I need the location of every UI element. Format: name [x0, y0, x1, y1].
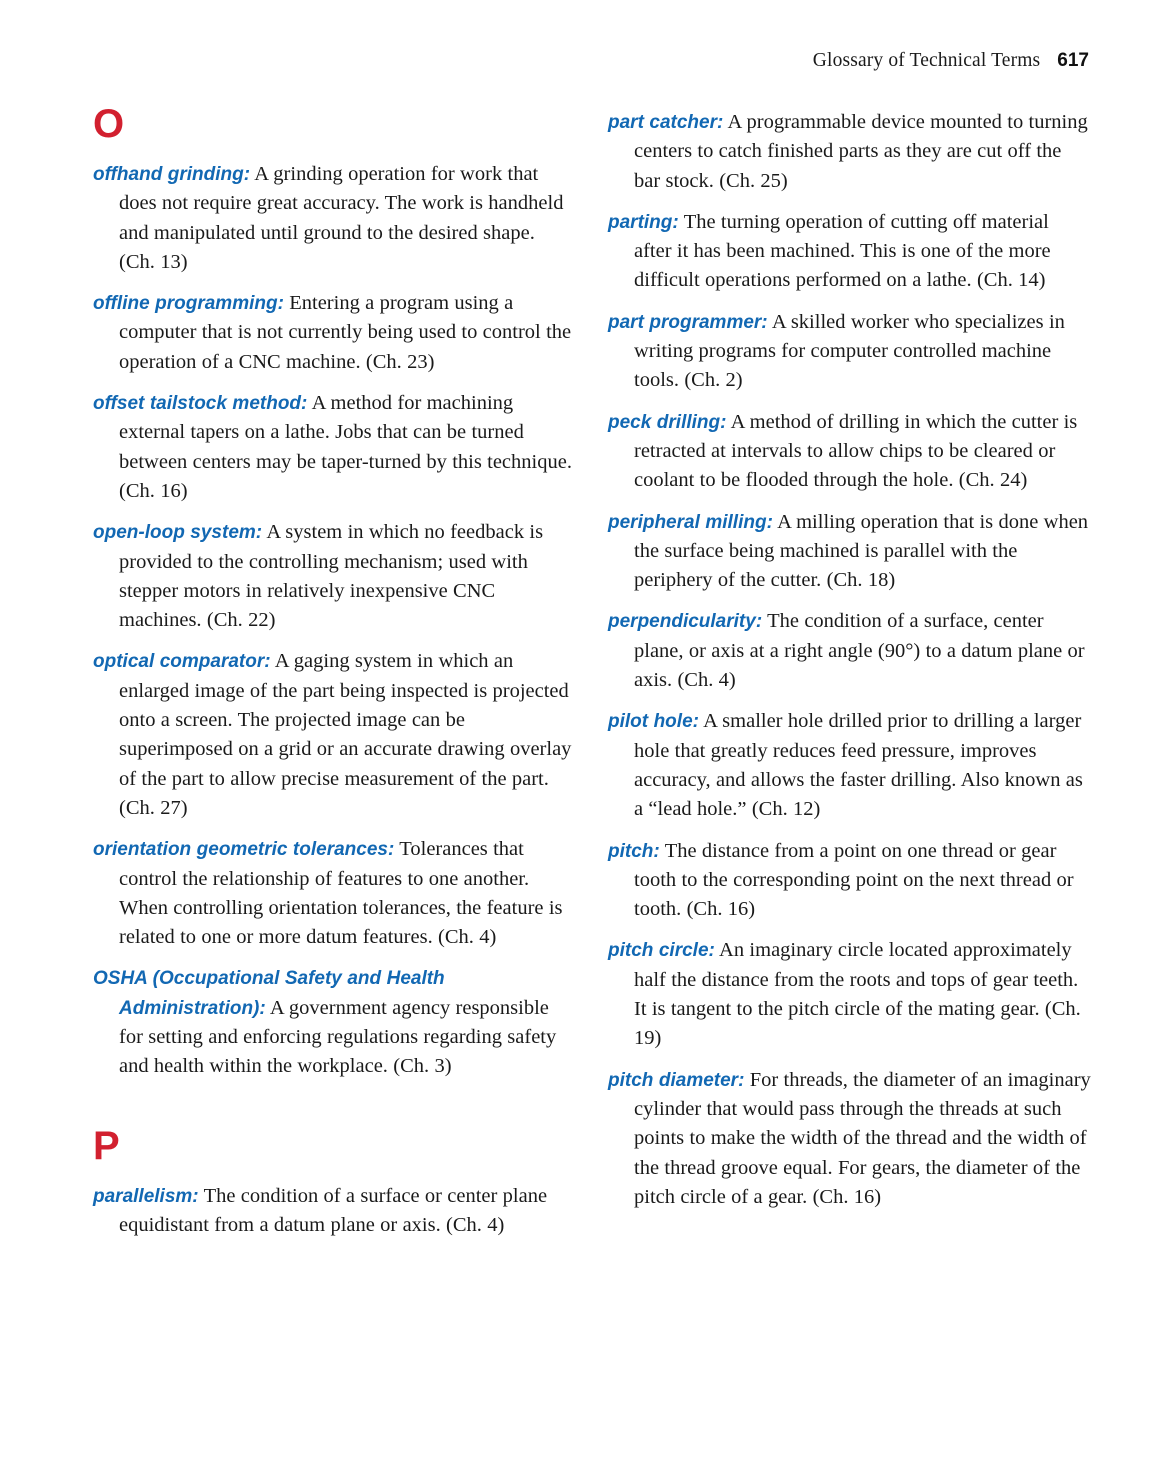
glossary-term: pitch circle:	[608, 940, 715, 962]
glossary-definition: A milling operation that is done when the surface being machined is parallel with the periphery of the cutter. (Ch. 18)	[634, 510, 1089, 592]
glossary-definition: A smaller hole drilled prior to drilling a larger hole that greatly reduces feed pressure, improves accuracy, and allows the faster drilling. Also known as a “lead hole.” (Ch. 12)	[634, 710, 1083, 821]
page-number: 617	[1057, 50, 1089, 71]
glossary-definition: A method for machining external tapers on a lathe. Jobs that can be turned between centers may be taper-turned by this technique. (Ch. 16)	[119, 392, 572, 502]
glossary-definition: The turning operation of cutting off material after it has been machined. This is one of the more difficult operations performed on a lathe. (Ch. 14)	[634, 210, 1051, 292]
running-head	[813, 50, 1089, 72]
glossary-definition: A programmable device mounted to turning centers to catch finished parts as they are cut off the bar stock. (Ch. 25)	[634, 111, 1088, 192]
glossary-entry	[93, 518, 576, 635]
glossary-term: orientation geometric tolerances:	[93, 839, 395, 861]
glossary-definition: A grinding operation for work that does not require great accuracy. The work is handheld and manipulated until ground to the desired shape. (Ch. 13)	[119, 163, 564, 273]
glossary-definition: A gaging system in which an enlarged image of the part being inspected is projected onto a screen. The projected image can be superimposed on a grid or an accurate drawing overlay of the part to allow precise measurement of the part. (Ch. 27)	[119, 650, 572, 819]
glossary-entry	[608, 607, 1091, 695]
glossary-term: pilot hole:	[608, 711, 699, 733]
left-column	[93, 104, 576, 1240]
glossary-entry	[608, 208, 1091, 296]
glossary-entry	[608, 308, 1091, 396]
glossary-term: peripheral milling:	[608, 511, 773, 533]
glossary-term: perpendicularity:	[608, 611, 763, 633]
glossary-term: peck drilling:	[608, 411, 727, 433]
glossary-entry	[608, 936, 1091, 1053]
glossary-term: OSHA (Occupational Safety and Health Administration):	[93, 968, 445, 1019]
glossary-definition: The condition of a surface, center plane, or axis at a right angle (90°) to a datum plane or axis. (Ch. 4)	[634, 610, 1085, 692]
glossary-term: part programmer:	[608, 311, 768, 333]
glossary-term: open-loop system:	[93, 522, 263, 544]
glossary-definition: An imaginary circle located approximately half the distance from the roots and tops of gear teeth. It is tangent to the pitch circle of the mating gear. (Ch. 19)	[634, 939, 1081, 1050]
glossary-term: pitch:	[608, 840, 660, 862]
running-head-title: Glossary of Technical Terms	[812, 50, 1041, 71]
glossary-entry	[93, 160, 576, 277]
glossary-entry	[93, 1182, 576, 1241]
glossary-entry	[93, 389, 576, 506]
glossary-entry	[608, 408, 1091, 496]
glossary-term: offset tailstock method:	[93, 393, 308, 415]
glossary-term: parting:	[608, 211, 679, 233]
glossary-term: optical comparator:	[93, 651, 271, 673]
glossary-entry	[608, 508, 1091, 596]
section-letter-p: P	[93, 1123, 120, 1168]
glossary-entry	[608, 837, 1091, 925]
glossary-definition: A government agency responsible for setting and enforcing regulations regarding safety and health within the workplace. (Ch. 3)	[119, 996, 557, 1078]
glossary-definition: A method of drilling in which the cutter is retracted at intervals to allow chips to be cleared or coolant to be flooded through the hole. (Ch. 24)	[634, 410, 1078, 492]
glossary-definition: A system in which no feedback is provided to the controlling mechanism; used with stepper motors in relatively inexpensive CNC machines. (Ch. 22)	[119, 521, 544, 632]
glossary-entry	[93, 289, 576, 377]
glossary-entry	[93, 835, 576, 952]
right-column	[608, 104, 1091, 1240]
glossary-term: pitch diameter:	[608, 1069, 745, 1091]
glossary-definition: For threads, the diameter of an imaginary cylinder that would pass through the threads at such points to make the width of the thread and the width of the thread groove equal. For gears, the diameter of the pitch circle of a gear. (Ch. 16)	[634, 1068, 1091, 1208]
glossary-term: part catcher:	[608, 112, 724, 133]
glossary-term: offhand grinding:	[93, 164, 251, 185]
glossary-term: offline programming:	[93, 293, 284, 315]
glossary-definition: The distance from a point on one thread or gear tooth to the corresponding point on the next thread or tooth. (Ch. 16)	[634, 839, 1074, 921]
glossary-definition: Entering a program using a computer that is not currently being used to control the operation of a CNC machine. (Ch. 23)	[119, 292, 572, 373]
glossary-definition: The condition of a surface or center plane equidistant from a datum plane or axis. (Ch. 4)	[119, 1184, 548, 1236]
glossary-entry	[93, 647, 576, 823]
section-letter-o: O	[93, 102, 124, 146]
glossary-definition: A skilled worker who specializes in writing programs for computer controlled machine tools. (Ch. 2)	[634, 310, 1065, 392]
glossary-definition: Tolerances that control the relationship of features to one another. When controlling orientation tolerances, the feature is related to one or more datum features. (Ch. 4)	[119, 838, 563, 949]
glossary-entry	[93, 964, 576, 1081]
glossary-entry	[608, 108, 1091, 196]
glossary-columns	[93, 104, 1091, 1240]
glossary-term: parallelism:	[93, 1185, 199, 1207]
glossary-entry	[608, 707, 1091, 824]
glossary-entry	[608, 1066, 1091, 1212]
